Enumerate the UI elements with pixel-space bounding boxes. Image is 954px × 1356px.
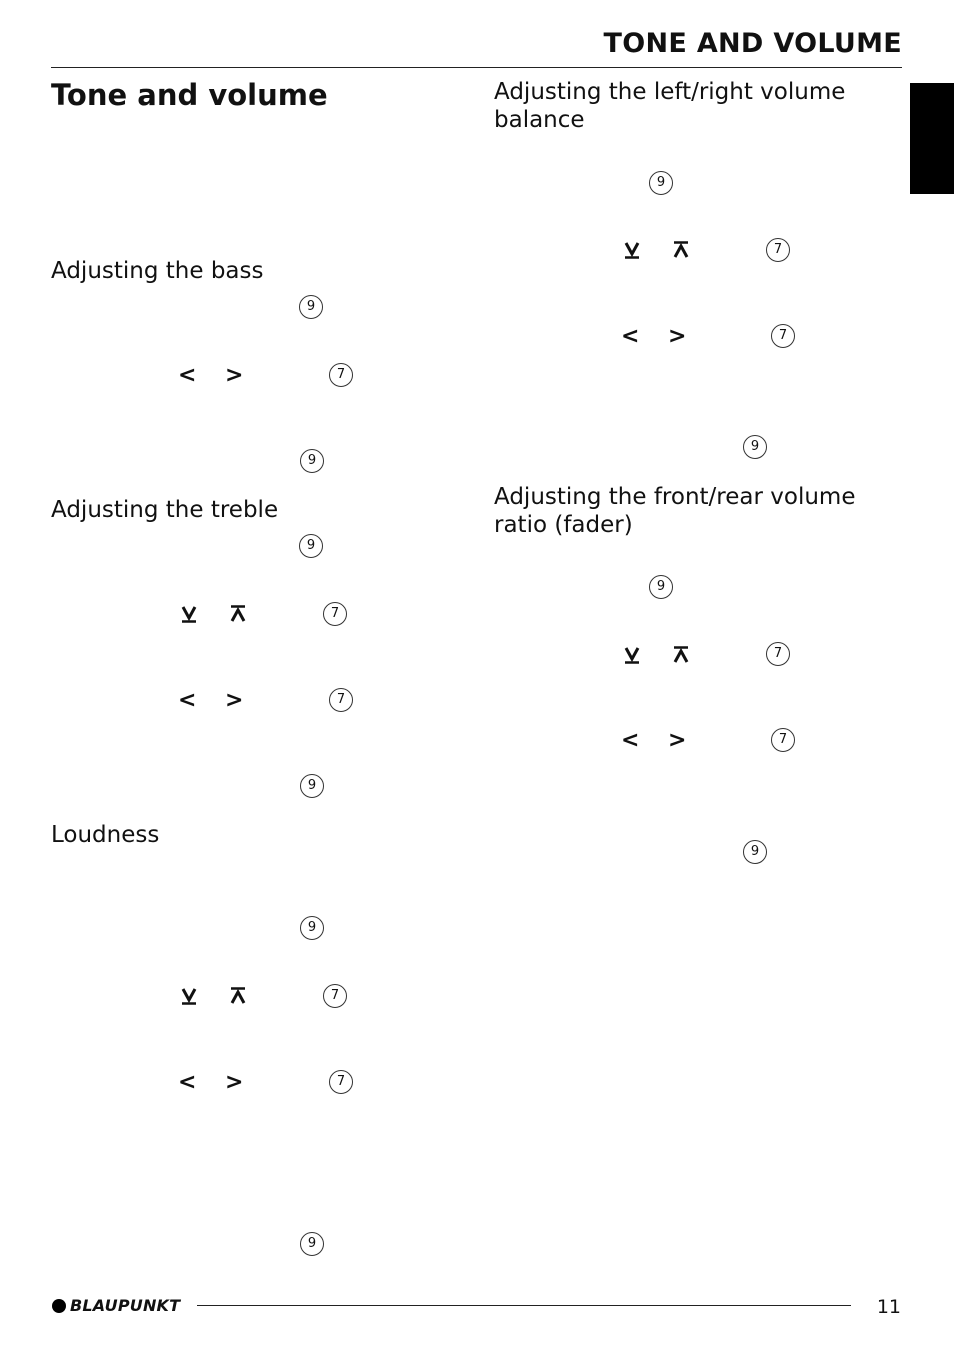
down-arrow-icon [624,241,640,259]
left-arrow-glyph: < [178,688,197,713]
page-title: Tone and volume [51,78,328,112]
ref-button-9: 9 [743,840,767,864]
ref-button-7: 7 [329,363,353,387]
ref-button-7: 7 [771,324,795,348]
ref-button-9: 9 [300,916,324,940]
left-arrow-glyph: < [621,728,640,753]
ref-button-7: 7 [323,602,347,626]
left-arrow-glyph: < [621,324,640,349]
ref-button-9: 9 [299,295,323,319]
ref-button-9: 9 [649,171,673,195]
header-divider [51,67,902,68]
down-arrow-icon [181,987,197,1005]
balance-heading-line1: Adjusting the left/right volume [494,79,846,105]
fader-heading [494,483,855,539]
left-arrow-glyph: < [178,1070,197,1095]
up-arrow-icon [673,646,689,664]
ref-button-9: 9 [299,534,323,558]
ref-button-9: 9 [300,449,324,473]
ref-button-7: 7 [329,1070,353,1094]
brand-logo [52,1297,180,1315]
ref-button-7: 7 [329,688,353,712]
fader-heading-line2: ratio (fader) [494,512,633,538]
ref-button-9: 9 [300,774,324,798]
ref-button-9: 9 [743,435,767,459]
right-arrow-glyph: > [668,728,687,753]
balance-heading-line2: balance [494,107,585,133]
loudness-heading: Loudness [51,822,160,848]
ref-button-7: 7 [766,238,790,262]
ref-button-9: 9 [300,1232,324,1256]
up-arrow-icon [673,241,689,259]
page-number: 11 [876,1296,901,1318]
up-arrow-icon [230,605,246,623]
up-arrow-icon [230,987,246,1005]
language-tab-marker [910,83,954,194]
down-arrow-icon [624,646,640,664]
right-arrow-glyph: > [225,363,244,388]
ref-button-7: 7 [323,984,347,1008]
treble-heading: Adjusting the treble [51,497,279,523]
bass-heading: Adjusting the bass [51,258,264,284]
ref-button-7: 7 [771,728,795,752]
running-header: TONE AND VOLUME [603,28,902,59]
fader-heading-line1: Adjusting the front/rear volume [494,484,856,510]
left-arrow-glyph: < [178,363,197,388]
down-arrow-icon [181,605,197,623]
brand-name: BLAUPUNKT [70,1296,181,1315]
right-arrow-glyph: > [668,324,687,349]
ref-button-9: 9 [649,575,673,599]
ref-button-7: 7 [766,642,790,666]
balance-heading [494,78,845,134]
logo-dot-icon [52,1299,66,1313]
right-arrow-glyph: > [225,1070,244,1095]
footer-divider [197,1305,851,1306]
right-arrow-glyph: > [225,688,244,713]
